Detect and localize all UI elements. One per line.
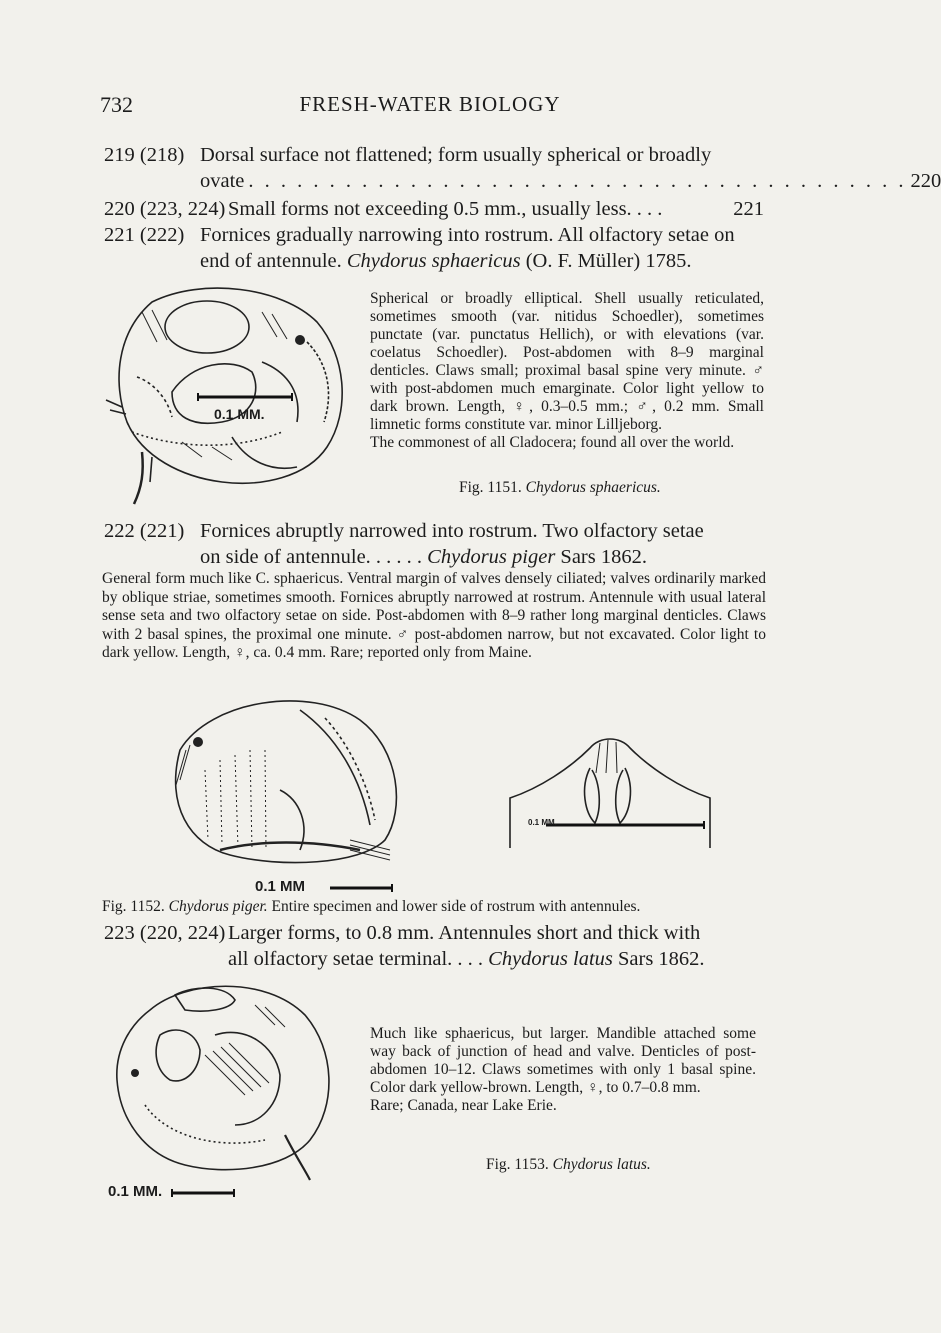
entry-text: Fornices abruptly narrowed into rostrum. Two olfactory setae	[200, 520, 704, 542]
entry-ref: 220	[910, 170, 941, 192]
figure-species: Chydorus piger.	[168, 898, 268, 915]
entry-text: Larger forms, to 0.8 mm. Antennules short and thick with	[228, 922, 701, 944]
entry-text: Dorsal surface not flattened; form usually spherical or broadly	[200, 144, 712, 166]
scale-label-1152-right: 0.1 MM.	[528, 818, 557, 827]
scale-label-1152-left: 0.1 MM	[255, 878, 306, 895]
entry-continuation: ovate . . . . . . . . . . . . . . . . . . . . . . . . . . . . . . . . . . . . . . . . . 220	[200, 170, 941, 192]
description-paragraph: Much like sphaericus, but larger. Mandible attached some way back of junction of head and valve. Denticles of post-abdomen 10–12. Claws sometimes with only 1 basal spine. Color dark yellow-brown. Length, ♀, to 0.7–0.8 mm.	[370, 1025, 756, 1096]
key-entry-222	[104, 518, 764, 570]
figure-label: Fig. 1151.	[459, 479, 522, 496]
figure-species: Chydorus latus.	[552, 1156, 651, 1173]
entry-cont-text: end of antennule.	[200, 250, 342, 272]
entry-number: 222 (221)	[104, 520, 185, 542]
figure-caption-1151	[459, 479, 661, 497]
species-name: Chydorus piger	[427, 546, 556, 568]
page-number: 732	[100, 92, 133, 117]
figure-label: Fig. 1152.	[102, 898, 165, 915]
figure-caption-1153	[486, 1156, 651, 1174]
description-paragraph: Rare; Canada, near Lake Erie.	[370, 1097, 557, 1114]
key-entry-219	[104, 142, 941, 194]
entry-text: Fornices gradually narrowing into rostrum. All olfactory setae on	[200, 224, 735, 246]
scale-bar-1152-left	[328, 884, 398, 894]
species-name: Chydorus sphaericus	[346, 250, 521, 272]
figure-label: Fig. 1153.	[486, 1156, 549, 1173]
description-latus	[370, 1025, 756, 1115]
entry-ref: 221	[733, 198, 764, 220]
key-entry-221	[104, 222, 764, 274]
figure-1153-illustration	[105, 975, 335, 1180]
page-header	[100, 92, 760, 122]
key-entry-220	[104, 196, 764, 222]
figure-1152-rostrum	[500, 728, 720, 850]
species-name: Chydorus latus	[488, 948, 613, 970]
entry-number: 219 (218)	[104, 144, 185, 166]
description-paragraph: Spherical or broadly elliptical. Shell usually reticulated, sometimes smooth (var. nitidus Schoedler), sometimes punctate (var. punctatus Hellich), or with elevations (var. coelatus Schoedler). Post-abdomen with 8–9 marginal denticles. Claws small; proximal basal spine very minute. ♂ with post-abdomen much emarginate. Color light yellow to dark brown. Length, ♀, 0.3–0.5 mm.; ♂, 0.2 mm. Small limnetic forms constitute var. minor Lilljeborg.	[370, 290, 764, 433]
species-author: Sars 1862.	[618, 948, 705, 970]
figure-species: Chydorus sphaericus.	[525, 479, 661, 496]
description-paragraph: The commonest of all Cladocera; found all over the world.	[370, 434, 735, 451]
scale-bar-1152-right	[540, 821, 710, 831]
key-entry-223	[104, 920, 764, 972]
description-piger: General form much like C. sphaericus. Ventral margin of valves densely ciliated; valves ordinarily marked by oblique striae, sometimes smooth. Fornices abruptly narrowed at rostrum. Antennule with usual lateral sense seta and two olfactory setae on side. Post-abdomen with 8–9 rather long marginal denticles. Claws with 2 basal spines, the proximal one minute. ♂ post-abdomen narrow, but not excavated. Color light to dark yellow. Length, ♀, ca. 0.4 mm. Rare; reported only from Maine.	[102, 570, 766, 661]
entry-number: 223 (220, 224)	[104, 922, 226, 944]
figure-1152-entire-specimen	[160, 690, 410, 865]
running-title: FRESH-WATER BIOLOGY	[299, 92, 561, 116]
scale-label-1151: 0.1 MM.	[214, 406, 265, 422]
description-sphaericus	[370, 290, 764, 452]
entry-cont-text: all olfactory setae terminal. . . .	[228, 948, 484, 970]
entry-number: 220 (223, 224)	[104, 198, 226, 220]
scale-label-1153: 0.1 MM.	[108, 1183, 163, 1200]
entry-text: Small forms not exceeding 0.5 mm., usually less. . . .	[228, 198, 663, 220]
figure-caption-1152	[102, 898, 640, 916]
species-author: Sars 1862.	[560, 546, 647, 568]
entry-number: 221 (222)	[104, 224, 185, 246]
figure-caption-text: Entire specimen and lower side of rostrum with antennules.	[271, 898, 641, 915]
scale-bar-1153	[170, 1189, 240, 1199]
entry-cont-text: ovate	[200, 170, 245, 192]
species-author: (O. F. Müller) 1785.	[525, 250, 692, 272]
entry-cont-text: on side of antennule. . . . . .	[200, 546, 423, 568]
